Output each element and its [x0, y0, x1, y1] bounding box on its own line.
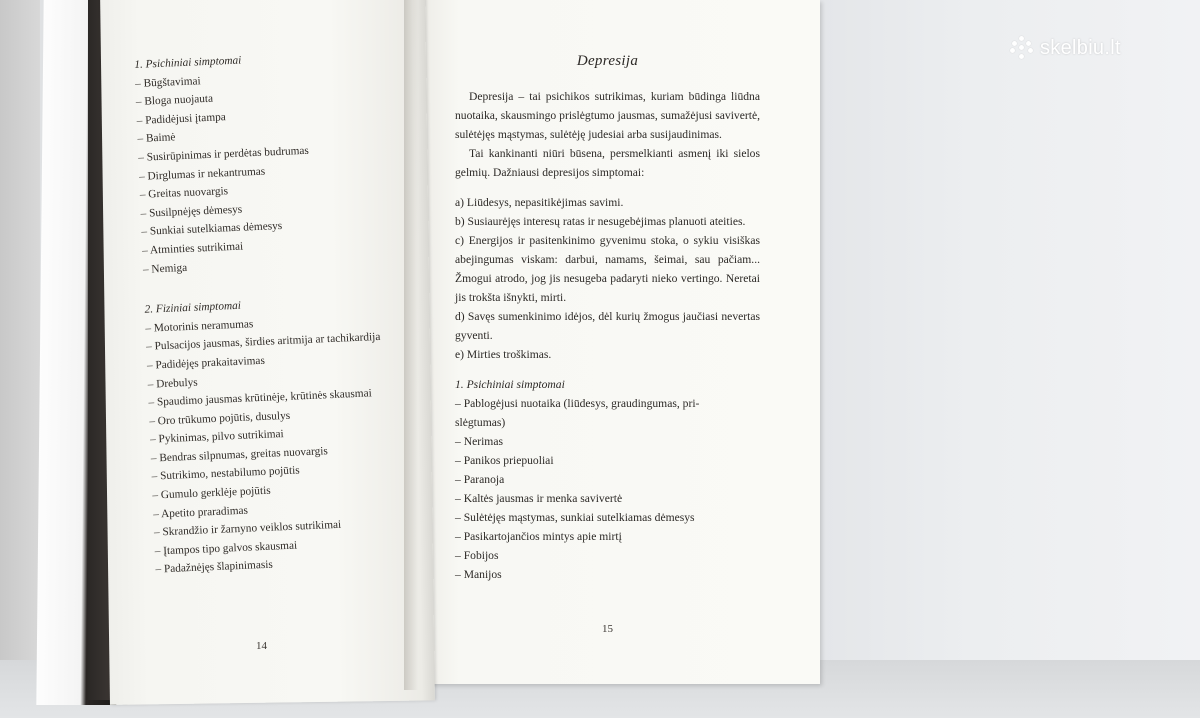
list-item: e) Mirties troškimas. [455, 348, 552, 361]
list-item: – Susilpnėjęs dėmesys [140, 203, 243, 220]
list-item: – Atminties sutrikimai [141, 240, 244, 257]
list-item: – Motorinis neramumas [145, 317, 254, 335]
list-item: b) Susiaurėjęs interesų ratas ir nesugebėjimas planuoti ateities. [455, 215, 746, 228]
list-item: – Drebulys [147, 376, 198, 391]
list-item: – Pasikartojančios mintys apie mirtį [455, 530, 622, 543]
depression-symptom-list [455, 193, 760, 364]
list-item: – Kaltės jausmas ir menka savivertė [455, 492, 623, 505]
list-item: – Bendras silpnumas, greitas nuovargis [150, 445, 329, 465]
list-item: – Pulsacijos jausmas, širdies aritmija ar tachikardija [145, 331, 381, 354]
list-item: – Bloga nuojauta [135, 92, 214, 109]
list-item: – Nemiga [142, 261, 188, 276]
list-item: c) Energijos ir pasitenkinimo gyvenimu stoka, o sykiu visiškas abejingumas viskam: darbui, namams, šeimai, sau pačiam... Žmogui atrodo, jog jis nesugeba padaryti nieko vertingo. Neretai jis trokšta išnykti, mirti. [455, 234, 760, 304]
list-item: – Greitas nuovargis [139, 185, 229, 202]
list-item: – Gumulo gerklėje pojūtis [152, 484, 271, 502]
list-item: – Paranoja [455, 473, 505, 486]
list-item: – Įtampos tipo galvos skausmai [154, 539, 298, 558]
list-item: d) Savęs sumenkinimo idėjos, dėl kurių žmogus jaučiasi nevertas gyventi. [455, 310, 760, 342]
list-item: a) Liūdesys, nepasitikėjimas savimi. [455, 196, 624, 209]
list-item: – Fobijos [455, 549, 499, 562]
list-item: – Pykinimas, pilvo sutrikimai [149, 428, 284, 446]
physical-symptom-list [145, 308, 441, 580]
list-item: – Nerimas [455, 435, 503, 448]
page-number-left: 14 [256, 640, 267, 652]
left-page-text [134, 44, 441, 580]
section-title: 1. Psichiniai simptomai [455, 378, 565, 391]
section-title-mental: 1. Psichiniai simptomai [134, 54, 242, 71]
list-item: – Pablogėjusi nuotaika (liūdesys, graudingumas, pri- [455, 397, 700, 410]
list-item: slėgtumas) [455, 416, 506, 429]
right-page-text [455, 52, 760, 584]
paragraph: Depresija – tai psichikos sutrikimas, kuriam būdinga liūdna nuotaika, skausmingo prislėgtumo jausmas, sumažėjusi savivertė, sulėtėjęs mąstymas, sulėtėję judesiai arba susijaudinimas. [455, 90, 760, 141]
list-item: – Būgštavimai [134, 74, 201, 90]
list-item: – Panikos priepuoliai [455, 454, 554, 467]
dots-logo-icon [1010, 36, 1034, 60]
list-item: – Padidėjęs prakaitavimas [146, 354, 266, 372]
table-surface [820, 0, 1200, 718]
list-item: – Sutrikimo, nestabilumo pojūtis [151, 464, 300, 484]
watermark-text: skelbiu.lt [1040, 36, 1121, 59]
list-item: – Apetito praradimas [152, 504, 249, 521]
paragraph: Tai kankinanti niūri būsena, persmelkianti asmenį iki sielos gelmių. Dažniausi depresijos simptomai: [455, 147, 760, 179]
list-item: – Padažnėjęs šlapinimasis [155, 559, 274, 576]
list-item: – Susirūpinimas ir perdėtas budrumas [138, 144, 310, 164]
mental-symptom-list [135, 63, 428, 279]
page-number-right: 15 [602, 623, 613, 635]
list-item: – Manijos [455, 568, 502, 581]
mental-symptoms-section [455, 375, 760, 584]
chapter-title: Depresija [576, 53, 639, 69]
list-item: – Sulėtėjęs mąstymas, sunkiai sutelkiamas dėmesys [455, 511, 695, 524]
list-item: – Spaudimo jausmas krūtinėje, krūtinės skausmai [148, 387, 372, 409]
watermark [1010, 36, 1121, 60]
desk-surface-left [0, 0, 40, 718]
list-item: – Skrandžio ir žarnyno veiklos sutrikimai [153, 518, 342, 539]
section-title-physical: 2. Fiziniai simptomai [144, 299, 242, 316]
list-item: – Dirglumas ir nekantrumas [138, 165, 266, 183]
list-item: – Padidėjusi įtampa [136, 110, 226, 127]
list-item: – Baimė [137, 131, 176, 146]
list-item: – Oro trūkumo pojūtis, dusulys [149, 409, 291, 428]
list-item: – Sunkiai sutelkiamas dėmesys [141, 220, 283, 239]
